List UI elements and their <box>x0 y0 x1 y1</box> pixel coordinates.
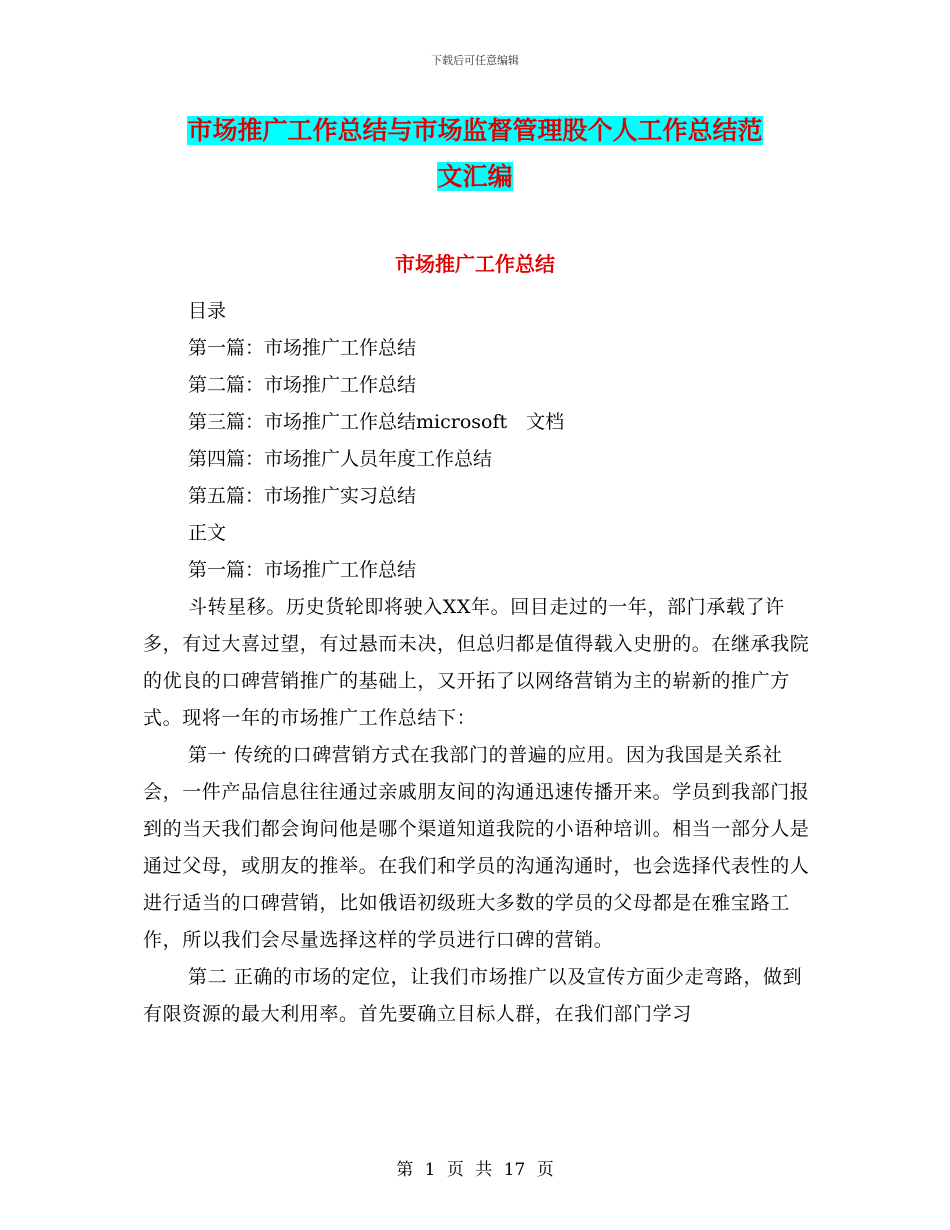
paragraph: 第二 正确的市场的定位，让我们市场推广以及宣传方面少走弯路，做到有限资源的最大利用率。首先要确立目标人群，在我们部门学习 <box>143 966 803 1025</box>
toc-item: 第三篇：市场推广工作总结microsoft 文档 <box>188 411 565 433</box>
page-footer: 第 1 页 共 17 页 <box>396 1160 554 1180</box>
toc-item: 第二篇：市场推广工作总结 <box>188 374 417 396</box>
section-title: 市场推广工作总结 <box>395 252 555 276</box>
document-title <box>0 108 950 200</box>
toc-heading: 目录 <box>188 300 227 322</box>
document-body <box>143 293 813 1033</box>
body-heading: 正文 <box>188 522 227 544</box>
toc-item: 第四篇：市场推广人员年度工作总结 <box>188 448 493 470</box>
paragraph: 斗转星移。历史货轮即将驶入XX年。回目走过的一年，部门承载了许多，有过大喜过望，有过悬而未决，但总归都是值得载入史册的。在继承我院的优良的口碑营销推广的基础上，又开拓了以网络营销为主的崭新的推广方式。现将一年的市场推广工作总结下： <box>143 596 810 729</box>
header-note: 下载后可任意编辑 <box>431 54 519 67</box>
toc-item: 第一篇：市场推广工作总结 <box>188 337 417 359</box>
title-line-1: 市场推广工作总结与市场监督管理股个人工作总结范 <box>187 116 763 145</box>
title-line-2: 文汇编 <box>437 162 513 191</box>
toc-item: 第五篇：市场推广实习总结 <box>188 485 417 507</box>
paragraph: 第一 传统的口碑营销方式在我部门的普遍的应用。因为我国是关系社会，一件产品信息往往通过亲戚朋友间的沟通迅速传播开来。学员到我部门报到的当天我们都会询问他是哪个渠道知道我院的小语种培训。相当一部分人是通过父母，或朋友的推举。在我们和学员的沟通沟通时，也会选择代表性的人进行适当的口碑营销，比如俄语初级班大多数的学员的父母都是在雅宝路工作，所以我们会尽量选择这样的学员进行口碑的营销。 <box>143 744 810 951</box>
article-title: 第一篇：市场推广工作总结 <box>188 559 417 581</box>
